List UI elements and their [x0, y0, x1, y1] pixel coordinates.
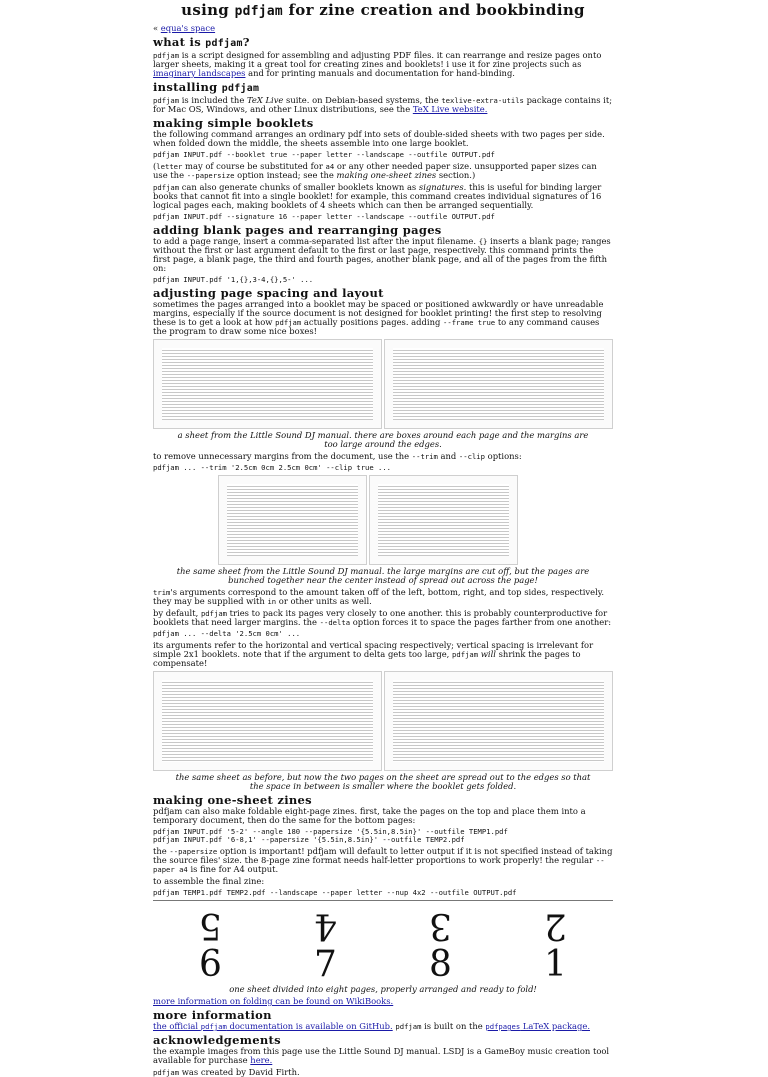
caption-spread-sheet: the same sheet as before, but now the two pages on the sheet are spread out to the edges so that the space in between is smaller where the booklet gets folded. — [175, 772, 591, 791]
zine-page-bottom-3: 8 — [429, 944, 452, 985]
code-nup: pdfjam TEMP1.pdf TEMP2.pdf --landscape --paper letter --nup 4x2 --outfile OUTPUT.pdf — [153, 888, 517, 897]
pdfpages-link[interactable]: pdfpages LaTeX package. — [485, 1021, 590, 1031]
code-delta: pdfjam ... --delta '2.5cm 0cm' ... — [153, 629, 301, 638]
zine-layout-diagram — [153, 905, 613, 985]
figure-spread-sheet — [153, 671, 613, 771]
back-link-line: « equa's space — [153, 23, 216, 33]
sheet-image-left-page — [153, 339, 382, 429]
heading-one-sheet-zines: making one-sheet zines — [153, 793, 312, 807]
heading-acknowledgements: acknowledgements — [153, 1033, 281, 1047]
ack-paragraph-2: pdfjam was created by David Firth. — [153, 1067, 300, 1077]
simple-paragraph-3: pdfjam can also generate chunks of smaller booklets known as signatures. this is useful for binding larger books that cannot fit into a single booklet! for example, this command creates individual signatures of 16 logical pages each, making booklets of 4 sheets which can then be arranged sequentially. — [153, 182, 602, 210]
back-link[interactable]: equa's space — [160, 23, 216, 33]
caption-frame-sheet: a sheet from the Little Sound DJ manual. there are boxes around each page and the margins are too large around the edges. — [177, 430, 589, 449]
heading-blank-pages: adding blank pages and rearranging pages — [153, 223, 442, 237]
spacing-paragraph-2: to remove unnecessary margins from the document, use the --trim and --clip options: — [153, 451, 522, 461]
heading-simple-booklets: making simple booklets — [153, 116, 314, 130]
code-temp-files: pdfjam INPUT.pdf '5-2' --angle 180 --papersize '{5.5in,8.5in}' --outfile TEMP1.pdf pdfjam INPUT.pdf '6-8,1' --papersize '{5.5in,8.5in}' --outfile TEMP2.pdf — [153, 827, 508, 844]
code-signature: pdfjam INPUT.pdf --signature 16 --paper letter --landscape --outfile OUTPUT.pdf — [153, 212, 495, 221]
page-title: using pdfjam for zine creation and bookbinding — [181, 1, 585, 19]
zine-divider — [153, 900, 613, 901]
page — [153, 3, 613, 1077]
spacing-paragraph-1: sometimes the pages arranged into a booklet may be spaced or positioned awkwardly or have unreadable margins, especially if the source document is not designed for booklet printing! the first step to resolving these is to get a look at how pdfjam actually positions pages. adding --frame true to any command causes the program to draw some nice boxes! — [153, 299, 604, 336]
trimmed-image-left-page — [218, 475, 367, 565]
sheet-image-right-page — [384, 339, 613, 429]
spread-image-left-page — [153, 671, 382, 771]
caption-trimmed-sheet: the same sheet from the Little Sound DJ manual. the large margins are cut off, but the pages are bunched together near the center instead of spread out across the page! — [176, 566, 590, 585]
zine-page-top-3: 3 — [429, 905, 452, 946]
blank-paragraph: to add a page range, insert a comma-separated list after the input filename. {} inserts a blank page; ranges without the first or last argument default to the first or last page, respectively. this command prints the first page, a blank page, the third and fourth pages, another blank page, and all of the pages from the fifth on: — [153, 236, 611, 273]
lsdj-purchase-link[interactable]: here. — [250, 1055, 273, 1065]
installing-paragraph: pdfjam is included the TeX Live suite. on Debian-based systems, the texlive-extra-utils package contains it; for Mac OS, Windows, and other Linux distributions, see the TeX Live website. — [153, 95, 613, 114]
code-page-range: pdfjam INPUT.pdf '1,{},3-4,{},5-' ... — [153, 275, 314, 284]
caption-zine-layout: one sheet divided into eight pages, properly arranged and ready to fold! — [229, 984, 537, 994]
simple-paragraph-1: the following command arranges an ordinary pdf into sets of double-sided sheets with two pages per side. when folded down the middle, the sheets assemble into one large booklet. — [153, 129, 605, 148]
ack-paragraph-1: the example images from this page use the Little Sound DJ manual. LSDJ is a GameBoy music creation tool available for purchase here. — [153, 1046, 610, 1065]
zine-page-bottom-2: 7 — [314, 944, 337, 985]
heading-more-information: more information — [153, 1008, 272, 1022]
figure-frame-sheet — [153, 339, 613, 429]
simple-paragraph-2: (letter may of course be substituted for a4 or any other needed paper size. unsupported paper sizes can use the --papersize option instead; see the making one-sheet zines section.) — [153, 161, 597, 180]
wikibooks-line — [153, 997, 613, 1006]
pdfjam-docs-link[interactable]: the official pdfjam documentation is available on GitHub. — [153, 1021, 393, 1031]
heading-installing: installing pdfjam — [153, 80, 260, 94]
zine-page-bottom-4: 1 — [544, 944, 567, 985]
heading-spacing: adjusting page spacing and layout — [153, 286, 384, 300]
onesheet-paragraph-1: pdfjam can also make foldable eight-page zines. first, take the pages on the top and place them into a temporary document, then do the same for the bottom pages: — [153, 806, 586, 825]
figure-trimmed-sheet — [218, 475, 518, 565]
heading-what: what is pdfjam? — [153, 35, 250, 49]
wikibooks-link[interactable]: more information on folding can be found on WikiBooks. — [153, 996, 394, 1006]
zine-page-top-2: 4 — [314, 905, 337, 946]
what-paragraph: pdfjam is a script designed for assembling and adjusting PDF files. it can rearrange and resize pages onto larger sheets, making it a great tool for creating zines and booklets! i use it for zine projects such as imaginary landscapes and for printing manuals and documentation for hand-binding. — [153, 50, 602, 78]
code-trim: pdfjam ... --trim '2.5cm 0cm 2.5cm 0cm' --clip true ... — [153, 463, 391, 472]
onesheet-paragraph-2: the --papersize option is important! pdfjam will default to letter output if it is not specified instead of taking the source files' size. the 8-page zine format needs half-letter proportions to work properly! the regular --paper a4 is fine for A4 output. — [153, 846, 613, 874]
zine-page-bottom-1: 6 — [199, 944, 222, 985]
spread-image-right-page — [384, 671, 613, 771]
zine-page-top-4: 2 — [544, 905, 567, 946]
code-booklet: pdfjam INPUT.pdf --booklet true --paper letter --landscape --outfile OUTPUT.pdf — [153, 150, 495, 159]
zine-page-top-1: 5 — [199, 905, 222, 946]
imaginary-landscapes-link[interactable]: imaginary landscapes — [153, 68, 246, 78]
spacing-paragraph-3: trim's arguments correspond to the amount taken off of the left, bottom, right, and top sides, respectively. they may be supplied with in or other units as well. — [153, 587, 605, 606]
spacing-paragraph-4: by default, pdfjam tries to pack its pages very closely to one another. this is probably counterproductive for booklets that need larger margins. the --delta option forces it to space the pages farther from one another: — [153, 608, 612, 627]
texlive-link[interactable]: TeX Live website. — [412, 104, 488, 114]
onesheet-paragraph-3: to assemble the final zine: — [153, 876, 265, 886]
trimmed-image-right-page — [369, 475, 518, 565]
spacing-paragraph-5: its arguments refer to the horizontal and vertical spacing respectively; vertical spacing is irrelevant for simple 2x1 booklets. note that if the argument to delta gets too large, pdfjam will shrink the pages to compensate! — [153, 640, 594, 668]
more-paragraph: the official pdfjam documentation is available on GitHub. pdfjam is built on the pdfpages LaTeX package. — [153, 1021, 590, 1031]
